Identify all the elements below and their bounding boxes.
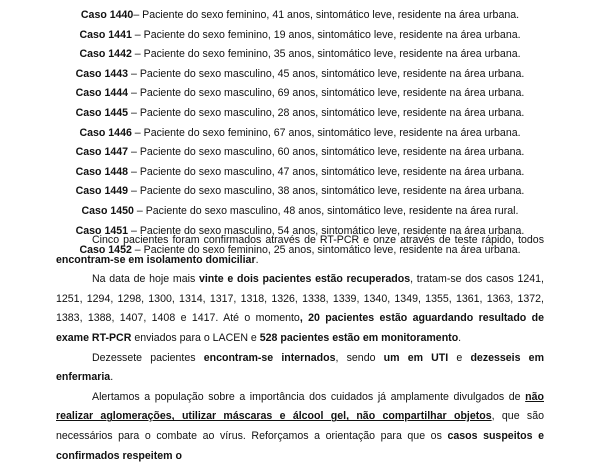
- bold-segment: encontram-se em isolamento domiciliar: [56, 253, 256, 266]
- case-description: Paciente do sexo masculino, 48 anos, sintomático leve, residente na área rural.: [145, 204, 519, 217]
- case-id: Caso 1445: [75, 106, 129, 119]
- case-description: Paciente do sexo feminino, 35 anos, sintomático leve, residente na área urbana.: [143, 48, 521, 61]
- case-id: Caso 1450: [81, 204, 134, 217]
- bold-segment: um em UTI: [383, 351, 449, 364]
- bold-segment: , 20 pacientes estão aguardando resultado de exame RT-PCR: [56, 312, 544, 344]
- case-id: Caso 1442: [79, 48, 132, 61]
- text-segment: Alertamos a população sobre a importância dos cuidados já amplamente divulgados de: [92, 390, 526, 403]
- case-line: [0, 182, 600, 202]
- text-segment: .: [255, 253, 259, 266]
- text-segment: .: [110, 371, 114, 384]
- text-segment: Cinco pacientes foram confirmados através de RT-PCR e onze através de teste rápido, todos: [92, 234, 544, 246]
- text-segment: , que são necessários para o combate ao vírus. Reforçamos a orientação para que os: [56, 410, 544, 442]
- underlined-segment: não realizar aglomerações, utilizar máscaras e álcool gel, não compartilhar objetos: [56, 390, 544, 423]
- case-id: Caso 1446: [79, 126, 132, 139]
- hospitalized-paragraph: [56, 349, 544, 388]
- case-line: [0, 202, 600, 222]
- case-separator: –: [131, 126, 144, 139]
- case-line: [0, 104, 600, 124]
- case-description: Paciente do sexo masculino, 47 anos, sintomático leve, residente na área urbana.: [139, 165, 525, 178]
- case-description: Paciente do sexo feminino, 25 anos, sintomático leve, residente na área urbana.: [143, 244, 521, 257]
- case-list: [0, 6, 600, 261]
- text-segment: , sendo: [335, 351, 384, 364]
- case-id: Caso 1444: [75, 87, 129, 100]
- text-segment: Na data de hoje mais: [92, 273, 199, 286]
- case-description: Paciente do sexo masculino, 60 anos, sintomático leve, residente na área urbana.: [139, 146, 525, 159]
- case-id: Caso 1447: [75, 146, 129, 159]
- case-line: [0, 26, 600, 46]
- case-separator: –: [128, 185, 140, 198]
- case-description: Paciente do sexo masculino, 69 anos, sintomático leve, residente na área urbana.: [139, 87, 525, 100]
- recovered-paragraph: [56, 270, 544, 348]
- case-line: [0, 45, 600, 65]
- text-segment: , tratam-se dos casos 1241, 1251, 1294, 1298, 1300, 1314, 1317, 1318, 1326, 1338, 1339, 1340, 1349, 1355, 1361, 1363, 1372, 1383, 1388, 1407, 1408 e 1417. Até o momento: [56, 273, 544, 325]
- case-description: Paciente do sexo feminino, 19 anos, sintomático leve, residente na área urbana.: [143, 28, 521, 41]
- case-id: Caso 1452: [79, 244, 132, 257]
- case-separator: –: [128, 106, 140, 119]
- case-description: Paciente do sexo masculino, 45 anos, sintomático leve, residente na área urbana.: [139, 67, 525, 80]
- case-id: Caso 1449: [75, 185, 129, 198]
- case-separator: –: [128, 146, 140, 159]
- case-id: Caso 1441: [79, 28, 132, 41]
- case-description: Paciente do sexo masculino, 54 anos, sintomático leve, residente na área urbana.: [139, 224, 525, 237]
- bold-segment: encontram-se internados: [203, 351, 336, 364]
- case-id: Caso 1451: [75, 224, 129, 237]
- case-line: [0, 163, 600, 183]
- case-separator: –: [133, 9, 143, 21]
- case-separator: –: [128, 165, 140, 178]
- case-separator: –: [131, 48, 144, 61]
- body-text: [56, 231, 544, 466]
- case-description: Paciente do sexo masculino, 38 anos, sintomático leve, residente na área urbana.: [139, 185, 525, 198]
- case-id: Caso 1443: [75, 67, 129, 80]
- case-line: [0, 124, 600, 144]
- case-description: Paciente do sexo feminino, 41 anos, sintomático leve, residente na área urbana.: [142, 9, 520, 21]
- text-segment: .: [458, 331, 462, 344]
- text-segment: Dezessete pacientes: [92, 351, 204, 364]
- case-separator: –: [131, 244, 144, 257]
- case-separator: –: [133, 204, 146, 217]
- case-line: [0, 6, 600, 26]
- bold-segment: casos suspeitos e confirmados respeitem o: [56, 429, 544, 462]
- alert-paragraph: [56, 388, 544, 466]
- case-separator: –: [128, 67, 140, 80]
- case-description: Paciente do sexo masculino, 28 anos, sintomático leve, residente na área urbana.: [139, 106, 525, 119]
- bold-segment: vinte e dois pacientes estão recuperados: [198, 273, 411, 286]
- case-line: [0, 143, 600, 163]
- text-segment: enviados para o LACEN e: [131, 331, 260, 344]
- bold-segment: dezesseis em enfermaria: [56, 351, 544, 384]
- text-segment: e: [448, 351, 471, 364]
- case-separator: –: [128, 224, 140, 237]
- case-description: Paciente do sexo feminino, 67 anos, sintomático leve, residente na área urbana.: [143, 126, 521, 139]
- isolation-paragraph: [56, 231, 544, 270]
- case-separator: –: [131, 28, 144, 41]
- case-line: [0, 84, 600, 104]
- case-id: Caso 1448: [75, 165, 129, 178]
- case-id: Caso 1440: [80, 9, 134, 21]
- case-line: [0, 65, 600, 85]
- case-separator: –: [128, 87, 140, 100]
- bold-segment: 528 pacientes estão em monitoramento: [259, 331, 459, 344]
